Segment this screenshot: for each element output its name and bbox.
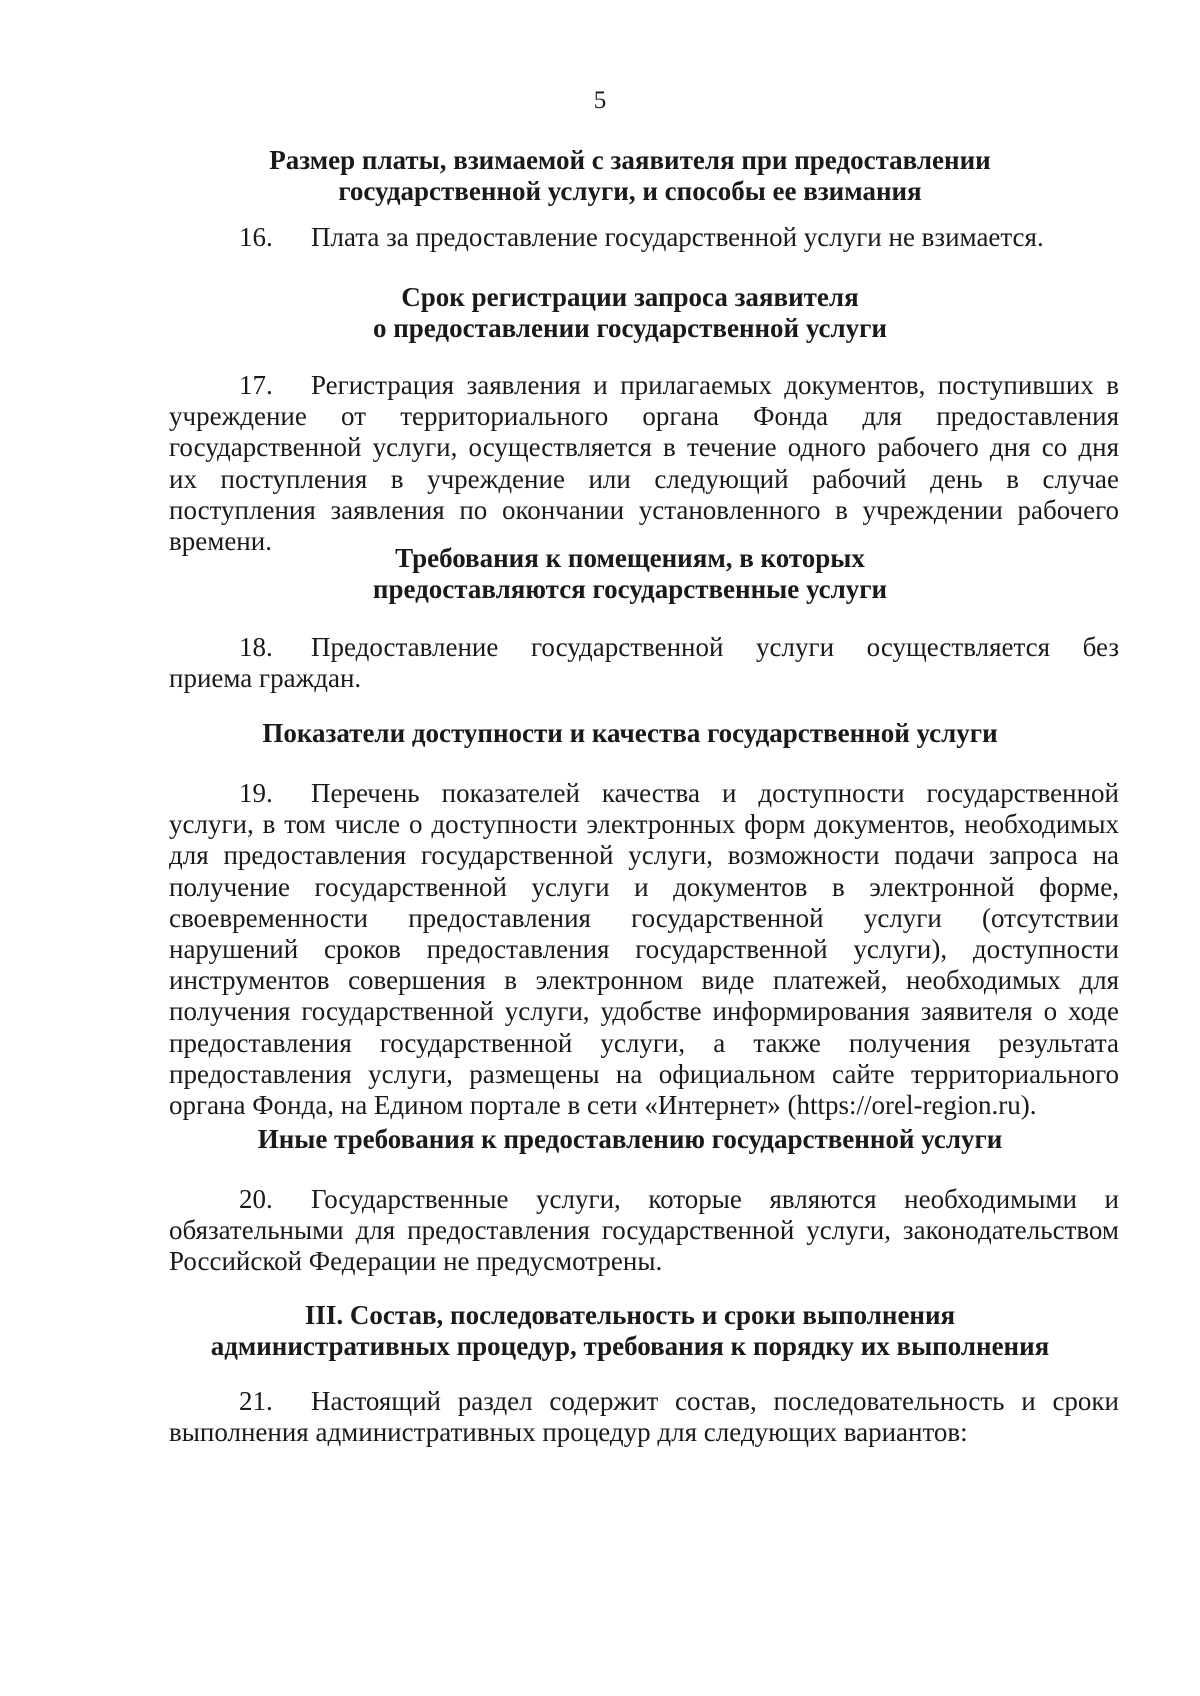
paragraph-line: государственной услуги, осуществляется в течение одного рабочего дня со дня — [169, 432, 1119, 463]
heading-line: Размер платы, взимаемой с заявителя при предоставлении — [269, 145, 991, 175]
paragraph-text: Настоящий раздел содержит состав, последовательность и сроки — [311, 1386, 1119, 1416]
paragraph-line: их поступления в учреждение или следующий рабочий день в случае — [169, 463, 1119, 494]
heading-line: Срок регистрации запроса заявителя — [401, 282, 859, 312]
section-heading-other-requirements — [150, 1124, 1110, 1155]
section-heading-registration-term — [150, 282, 1110, 344]
paragraph-line: Российской Федерации не предусмотрены. — [169, 1246, 663, 1277]
paragraph-number: 18. — [239, 632, 273, 662]
section-heading-fee — [150, 145, 1110, 207]
section-heading-administrative-procedures — [150, 1300, 1110, 1362]
paragraph-text: Плата за предоставление государственной услуги не взимается. — [311, 222, 1044, 252]
paragraph-line: приема граждан. — [169, 663, 362, 694]
paragraph-19 — [169, 778, 1119, 1121]
paragraph-16 — [169, 222, 1119, 253]
paragraph-line: времени. — [169, 526, 272, 557]
paragraph-line: нарушений сроков предоставления государственной услуги), доступности — [169, 934, 1119, 965]
paragraph-line: своевременности предоставления государственной услуги (отсутствии — [169, 902, 1119, 933]
paragraph-line: услуги, в том числе о доступности электронных форм документов, необходимых — [169, 809, 1119, 840]
heading-line: государственной услуги, и способы ее взимания — [338, 176, 922, 206]
paragraph-line — [169, 370, 1119, 401]
paragraph-line: выполнения административных процедур для следующих вариантов: — [169, 1417, 968, 1448]
paragraph-number: 17. — [239, 370, 273, 400]
heading-line: Иные требования к предоставлению государственной услуги — [257, 1124, 1003, 1154]
paragraph-line: получения государственной услуги, удобстве информирования заявителя о ходе — [169, 996, 1119, 1027]
paragraph-text: Государственные услуги, которые являются необходимыми и — [311, 1184, 1119, 1214]
heading-line: Требования к помещениям, в которых — [395, 543, 865, 573]
page-number: 5 — [593, 87, 607, 114]
paragraph-text: Предоставление государственной услуги осуществляется без — [311, 632, 1119, 662]
paragraph-text: Регистрация заявления и прилагаемых документов, поступивших в — [311, 370, 1119, 400]
paragraph-number: 20. — [239, 1184, 273, 1214]
paragraph-line: для предоставления государственной услуги, возможности подачи запроса на — [169, 840, 1119, 871]
paragraph-line — [169, 222, 1119, 253]
heading-line: Показатели доступности и качества государственной услуги — [262, 718, 998, 748]
paragraph-line: органа Фонда, на Едином портале в сети «Интернет» (https://orel-region.ru). — [169, 1090, 1037, 1121]
paragraph-line: учреждение от территориального органа Фонда для предоставления — [169, 401, 1119, 432]
heading-line: административных процедур, требования к порядку их выполнения — [210, 1331, 1050, 1361]
paragraph-number: 16. — [239, 222, 273, 252]
section-heading-quality-indicators — [150, 718, 1110, 749]
paragraph-line: обязательными для предоставления государственной услуги, законодательством — [169, 1215, 1119, 1246]
paragraph-line: инструментов совершения в электронном виде платежей, необходимых для — [169, 965, 1119, 996]
heading-line: предоставляются государственные услуги — [372, 574, 888, 604]
paragraph-line: предоставления государственной услуги, а также получения результата — [169, 1027, 1119, 1058]
paragraph-21 — [169, 1386, 1119, 1448]
paragraph-text: Перечень показателей качества и доступности государственной — [311, 778, 1119, 808]
paragraph-line: предоставления услуги, размещены на официальном сайте территориального — [169, 1058, 1119, 1089]
paragraph-line — [169, 1386, 1119, 1417]
heading-line: о предоставлении государственной услуги — [372, 313, 887, 343]
paragraph-line: поступления заявления по окончании установленного в учреждении рабочего — [169, 494, 1119, 525]
paragraph-line — [169, 778, 1119, 809]
paragraph-20 — [169, 1184, 1119, 1278]
paragraph-line — [169, 632, 1119, 663]
paragraph-number: 21. — [239, 1386, 273, 1416]
paragraph-line — [169, 1184, 1119, 1215]
paragraph-17 — [169, 370, 1119, 557]
paragraph-18 — [169, 632, 1119, 694]
paragraph-number: 19. — [239, 778, 273, 808]
heading-line: III. Состав, последовательность и сроки выполнения — [304, 1300, 956, 1330]
section-heading-premises — [150, 543, 1110, 605]
paragraph-line: получение государственной услуги и документов в электронной форме, — [169, 871, 1119, 902]
